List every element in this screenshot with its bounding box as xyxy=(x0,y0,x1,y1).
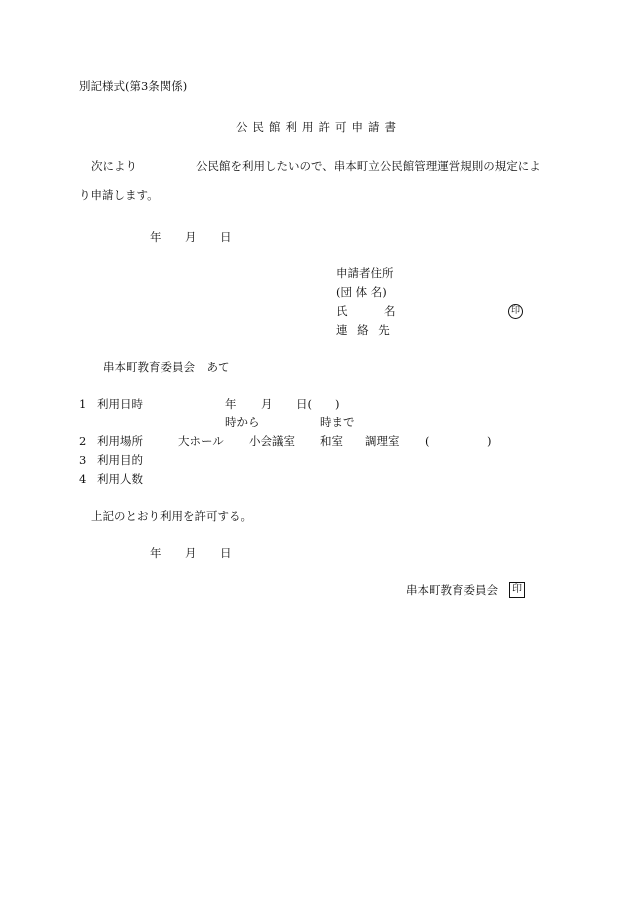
item1-month: 月 xyxy=(261,397,273,411)
item4-label: 利用人数 xyxy=(97,472,143,486)
item2-option-cooking-room: 調理室 xyxy=(365,434,400,448)
item2-option-small-meeting-room: 小会議室 xyxy=(249,434,295,448)
issuer-name: 串本町教育委員会 xyxy=(406,583,498,597)
item1-year: 年 xyxy=(225,397,237,411)
application-date-day: 日 xyxy=(220,230,232,244)
item3-label: 利用目的 xyxy=(97,453,143,467)
permit-date-year: 年 xyxy=(150,546,162,560)
applicant-contact-label: 連 絡 先 xyxy=(336,323,393,337)
applicant-group-label: (団 体 名) xyxy=(336,285,387,299)
permit-date-day: 日 xyxy=(220,546,232,560)
applicant-address-label: 申請者住所 xyxy=(336,266,394,280)
permit-date-month: 月 xyxy=(185,546,197,560)
item2-label: 利用場所 xyxy=(97,434,143,448)
applicant-name-label-1: 氏 xyxy=(336,304,348,318)
intro-prefix: 次により xyxy=(91,159,137,173)
application-date-year: 年 xyxy=(150,230,162,244)
permit-statement: 上記のとおり利用を許可する。 xyxy=(91,509,252,523)
intro-line1: 公民館を利用したいので、串本町立公民館管理運営規則の規定によ xyxy=(196,159,541,173)
item1-label: 利用日時 xyxy=(97,397,143,411)
document-title: 公民館利用許可申請書 xyxy=(236,120,401,134)
item2-option-hall: 大ホール xyxy=(178,434,224,448)
applicant-seal-icon: 印 xyxy=(508,304,523,319)
item1-day: 日( ) xyxy=(296,397,340,411)
item2-paren-open: ( xyxy=(425,434,430,448)
intro-line2: り申請します。 xyxy=(79,188,159,202)
item2-option-japanese-room: 和室 xyxy=(320,434,343,448)
item2-paren-close: ) xyxy=(487,434,492,448)
form-reference: 別記様式(第3条関係) xyxy=(79,79,188,93)
item4-number: 4 xyxy=(79,472,87,486)
applicant-name-label-2: 名 xyxy=(384,304,396,318)
item2-number: 2 xyxy=(79,434,87,448)
item1-time-to: 時まで xyxy=(320,415,355,429)
addressee: 串本町教育委員会 あて xyxy=(103,360,230,374)
item1-number: 1 xyxy=(79,397,87,411)
item3-number: 3 xyxy=(79,453,87,467)
issuer-seal-icon: 印 xyxy=(509,582,525,598)
application-date-month: 月 xyxy=(185,230,197,244)
item1-time-from: 時から xyxy=(225,415,260,429)
